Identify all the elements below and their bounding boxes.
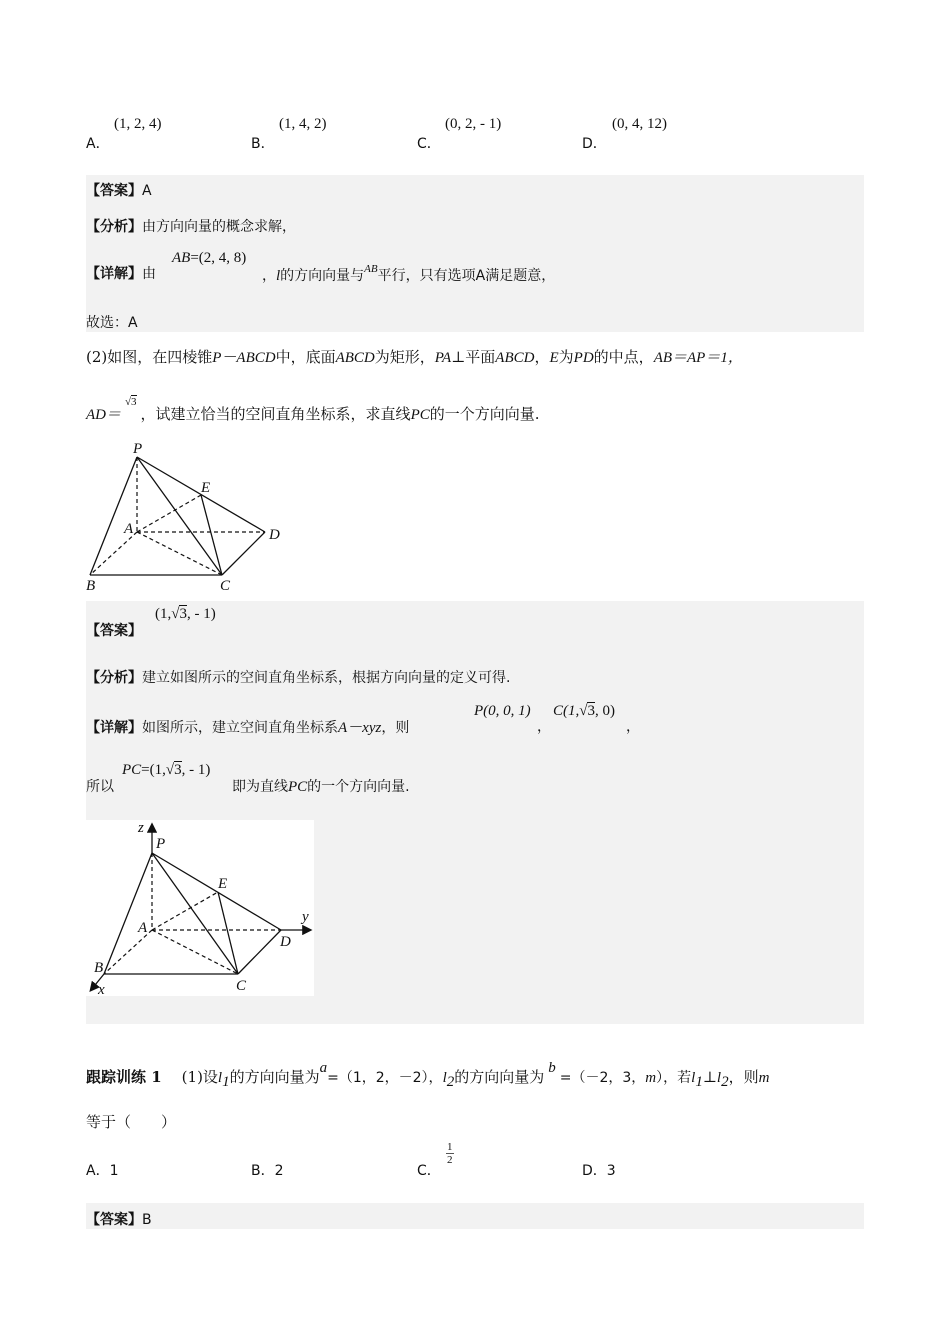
label-a: A bbox=[124, 521, 134, 537]
vector-ab-value: =(2, 4, 8) bbox=[190, 250, 247, 266]
edge2-pc bbox=[152, 853, 238, 974]
so-vector-eq: PC=(1,√3, - 1) bbox=[122, 762, 211, 778]
track-m1: m bbox=[645, 1070, 657, 1086]
analysis-line-2 bbox=[86, 667, 510, 687]
detail-pre: 由 bbox=[142, 266, 156, 282]
option-d-value: (0, 4, 12) bbox=[612, 116, 667, 132]
option-d-label: D． bbox=[582, 136, 607, 152]
q2-rest: ，试建立恰当的空间直角坐标系，求直线 bbox=[140, 405, 411, 423]
track-option-c-fraction bbox=[446, 1141, 454, 1166]
track-t3: ），若 bbox=[656, 1070, 692, 1086]
q2-pyramid: P－ABCD bbox=[212, 350, 276, 366]
label2-c: C bbox=[236, 978, 247, 994]
option-c-label: C． bbox=[417, 136, 441, 152]
answer-line-1 bbox=[86, 180, 152, 200]
label-e: E bbox=[201, 480, 211, 496]
option-a-label: A． bbox=[86, 136, 110, 152]
q2-plane: ABCD bbox=[495, 350, 535, 366]
q2-text-g: 的中点， bbox=[593, 348, 654, 366]
edge-pc bbox=[137, 457, 222, 575]
label2-d: D bbox=[280, 934, 291, 950]
track-line-1 bbox=[86, 1060, 769, 1091]
segment2-ae bbox=[152, 892, 218, 930]
so-post bbox=[232, 776, 410, 796]
question-2-line-1 bbox=[86, 346, 743, 367]
track-perp: ⊥ bbox=[702, 1068, 717, 1086]
edge2-ab bbox=[104, 930, 152, 974]
point-c-sqrt: 3 bbox=[587, 703, 595, 719]
detail-rest bbox=[262, 263, 555, 285]
label-d: D bbox=[269, 527, 280, 543]
q2-ad: AD＝ bbox=[86, 407, 121, 423]
track-t1: 的方向向量为 bbox=[229, 1068, 320, 1086]
line-l: l bbox=[276, 268, 281, 284]
track-l1-sub: 1 bbox=[222, 1074, 230, 1090]
answer-vector-sqrt: 3 bbox=[179, 606, 187, 622]
answer-vector-pre: (1, bbox=[155, 606, 172, 622]
label-c: C bbox=[220, 578, 231, 594]
analysis-line-1 bbox=[86, 216, 296, 236]
label2-z: z bbox=[138, 820, 144, 836]
label2-y: y bbox=[302, 909, 309, 925]
point-c-post: , 0) bbox=[594, 703, 615, 719]
so-post-b: 的一个方向向量. bbox=[307, 779, 410, 795]
q2-pa: PA bbox=[434, 350, 452, 366]
track-l2: l bbox=[442, 1070, 447, 1086]
q2-sqrt-value: 3 bbox=[131, 396, 137, 408]
track-eq-a: =（1，2，－2）， bbox=[327, 1070, 443, 1086]
label-p: P bbox=[133, 441, 143, 457]
track-title: 跟踪训练 1 bbox=[86, 1068, 162, 1086]
answer-tag-2: 【答案】 bbox=[86, 623, 142, 639]
choose-line: 故选：A bbox=[86, 315, 138, 331]
coord-system: A－xyz bbox=[338, 720, 382, 736]
edge-pb bbox=[90, 457, 137, 575]
track-t2: 的方向向量为 bbox=[454, 1068, 545, 1086]
q2-end: 的一个方向向量. bbox=[429, 405, 540, 423]
q2-text-d: ⊥平面 bbox=[451, 348, 496, 366]
track-l2-sub: 2 bbox=[446, 1074, 455, 1090]
q2-text-e: ， bbox=[534, 348, 550, 366]
detail-mid-2: ，则 bbox=[381, 720, 410, 736]
so-post-pc: PC bbox=[288, 779, 308, 795]
track-eq-b: =（－2，3， bbox=[559, 1070, 646, 1086]
answer-value: A bbox=[142, 183, 152, 199]
so-pre: 所以 bbox=[86, 779, 114, 795]
option-a-value: (1, 2, 4) bbox=[114, 116, 162, 132]
answer-vector-post: , - 1) bbox=[186, 606, 216, 622]
detail-comma: ， bbox=[262, 268, 276, 284]
answer-vector: (1,√3, - 1) bbox=[155, 606, 216, 622]
answer-line-2 bbox=[86, 620, 142, 640]
detail-vector-eq bbox=[172, 250, 246, 267]
analysis-tag: 【分析】 bbox=[86, 219, 142, 235]
option-b-label: B． bbox=[251, 136, 275, 152]
pyramid-figure bbox=[80, 435, 300, 595]
fraction-denominator: 2 bbox=[447, 1154, 453, 1166]
track-l2b: l bbox=[716, 1070, 722, 1086]
vector-ab-2: AB bbox=[364, 263, 378, 275]
answer-block-3 bbox=[86, 1203, 864, 1229]
segment2-ec bbox=[218, 892, 238, 974]
point-c-pre: C(1, bbox=[553, 703, 580, 719]
detail-line-2 bbox=[86, 716, 409, 737]
coord-comma: ， bbox=[537, 719, 551, 735]
edge2-cd bbox=[238, 930, 281, 974]
q2-sqrt: √3 bbox=[125, 396, 137, 408]
track-l1b-sub: 1 bbox=[695, 1074, 703, 1090]
track-vec-b: b bbox=[548, 1060, 556, 1076]
point-p-coord: P(0, 0, 1) bbox=[474, 703, 531, 719]
track-l2b-sub: 2 bbox=[721, 1074, 729, 1090]
label2-p: P bbox=[156, 836, 166, 852]
track-line-2: 等于（ ） bbox=[86, 1113, 177, 1131]
q2-text-c: 为矩形， bbox=[374, 348, 435, 366]
track-option-c-label: C． bbox=[417, 1163, 441, 1179]
label2-a: A bbox=[138, 920, 148, 936]
so-eq-post: , - 1) bbox=[181, 762, 211, 778]
option-b-value: (1, 4, 2) bbox=[279, 116, 327, 132]
edge-cd bbox=[222, 532, 265, 575]
q2-point-e: E bbox=[549, 350, 559, 366]
track-t4: ，则 bbox=[728, 1068, 759, 1086]
track-part: (1)设 bbox=[181, 1068, 218, 1086]
so-sqrt: 3 bbox=[174, 762, 182, 778]
segment-ac bbox=[137, 532, 222, 575]
q2-equation: AB＝AP＝1， bbox=[653, 350, 743, 366]
track-vec-a: a bbox=[319, 1060, 328, 1076]
analysis-text: 由方向向量的概念求解， bbox=[142, 219, 296, 235]
segment-ec bbox=[201, 495, 222, 575]
edge-ab bbox=[90, 532, 137, 575]
q2-text-b: 中，底面 bbox=[275, 348, 336, 366]
q2-text-a: (2)如图，在四棱锥 bbox=[86, 348, 213, 366]
q2-text-f: 为 bbox=[558, 348, 574, 366]
fraction-numerator: 1 bbox=[447, 1141, 453, 1153]
analysis-text-2: 建立如图所示的空间直角坐标系，根据方向向量的定义可得. bbox=[142, 670, 511, 686]
detail-post: 平行，只有选项A满足题意， bbox=[377, 268, 556, 284]
detail-pre-2: 如图所示，建立空间直角坐标系 bbox=[142, 720, 338, 736]
track-option-d: D．3 bbox=[582, 1163, 616, 1179]
track-answer-value: B bbox=[142, 1212, 152, 1228]
detail-line-1 bbox=[86, 263, 156, 283]
detail-tag-2: 【详解】 bbox=[86, 720, 142, 736]
option-c-value: (0, 2, - 1) bbox=[445, 116, 502, 132]
edge2-pb bbox=[104, 853, 152, 974]
vector-ab: AB bbox=[172, 250, 191, 266]
track-answer-tag: 【答案】 bbox=[86, 1212, 142, 1228]
detail-tag: 【详解】 bbox=[86, 266, 142, 282]
q2-base: ABCD bbox=[335, 350, 375, 366]
detail-mid: 的方向向量与 bbox=[280, 268, 365, 284]
track-m2: m bbox=[758, 1070, 770, 1086]
label2-b: B bbox=[94, 960, 104, 976]
coordinate-figure bbox=[86, 820, 314, 996]
label2-x: x bbox=[98, 982, 105, 996]
track-l1b: l bbox=[691, 1070, 696, 1086]
analysis-tag-2: 【分析】 bbox=[86, 670, 142, 686]
q2-pc: PC bbox=[410, 407, 430, 423]
track-option-b: B．2 bbox=[251, 1163, 284, 1179]
so-vector: PC bbox=[122, 762, 142, 778]
label2-e: E bbox=[218, 876, 228, 892]
track-option-a: A．1 bbox=[86, 1163, 119, 1179]
track-l1: l bbox=[217, 1070, 223, 1086]
track-answer-line bbox=[86, 1209, 152, 1229]
answer-tag: 【答案】 bbox=[86, 183, 142, 199]
q2-pd: PD bbox=[573, 350, 594, 366]
label-b: B bbox=[86, 578, 96, 594]
point-c-coord: C(1,√3, 0) bbox=[553, 703, 615, 719]
coord-comma-2: ， bbox=[626, 719, 640, 735]
so-post-a: 即为直线 bbox=[232, 779, 288, 795]
question-2-line-2 bbox=[86, 396, 540, 424]
so-eq-pre: =(1, bbox=[141, 762, 166, 778]
segment2-ac bbox=[152, 930, 238, 974]
